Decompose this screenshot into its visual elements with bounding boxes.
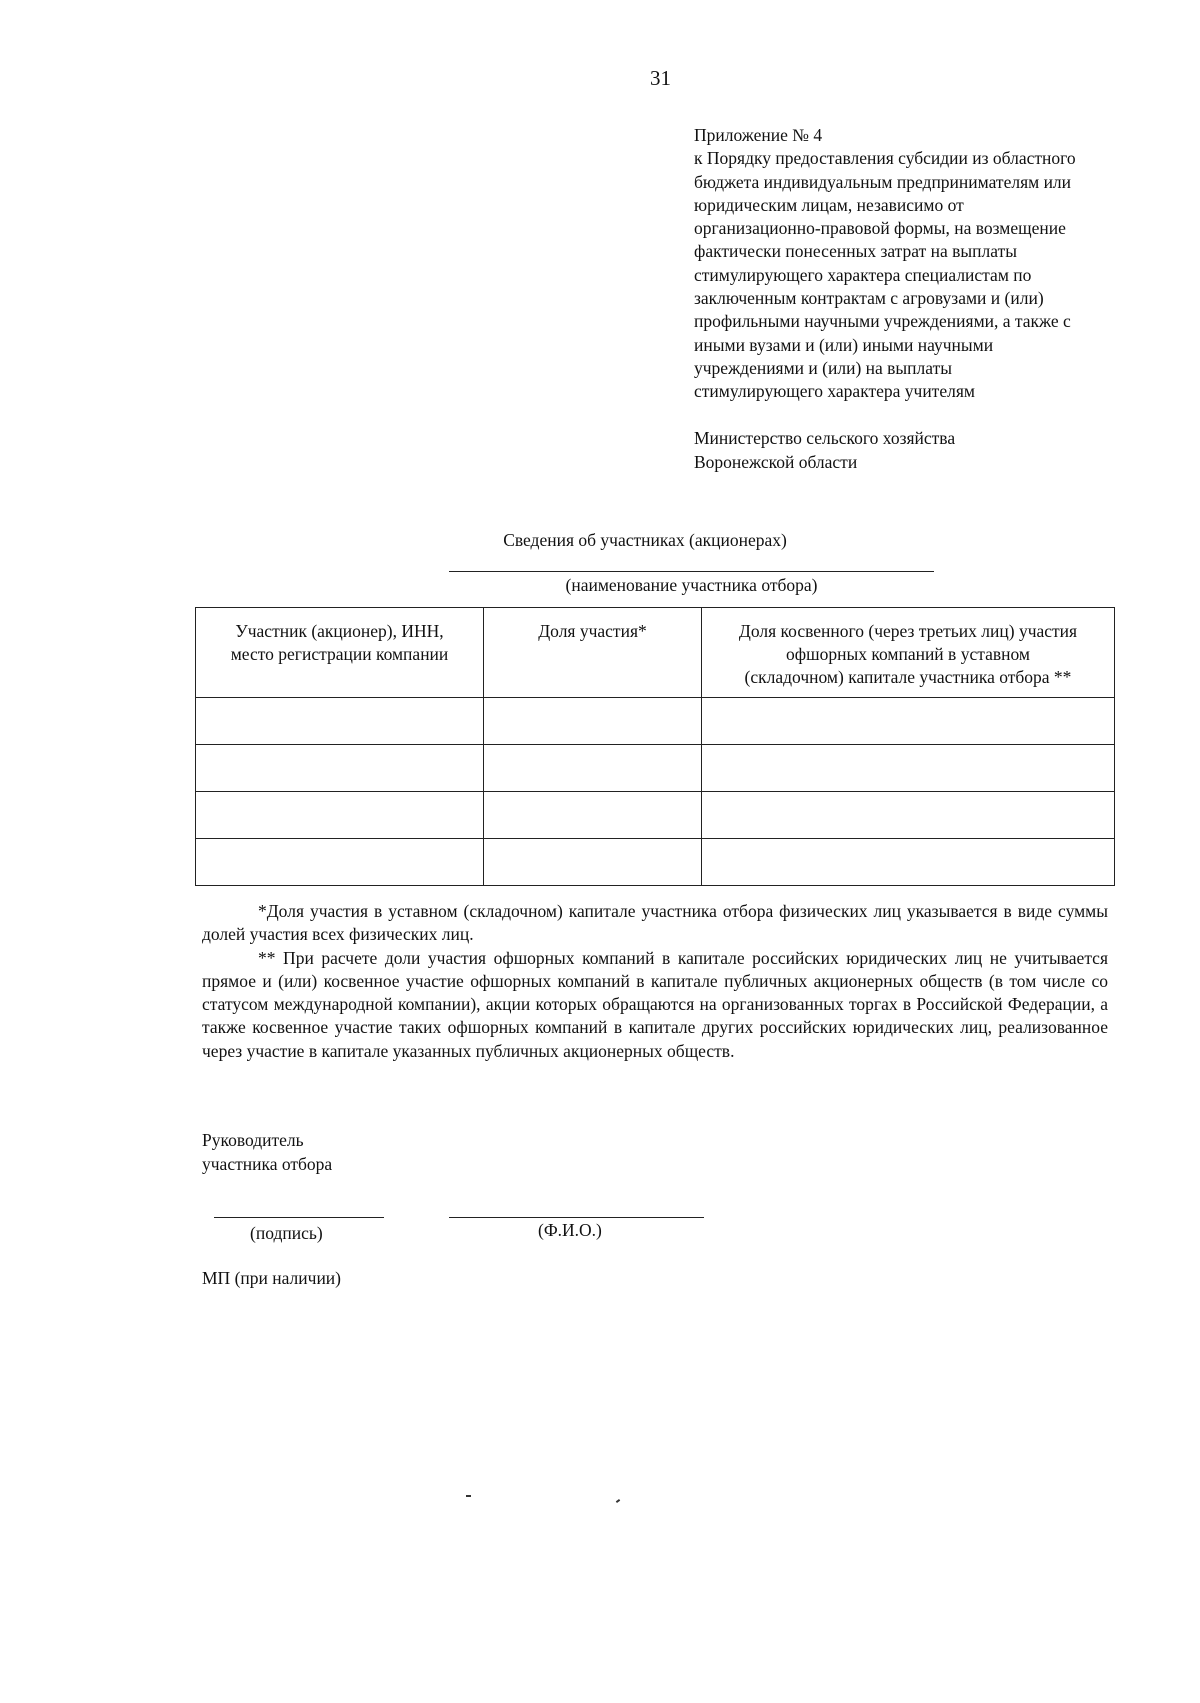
footnotes bbox=[202, 900, 1108, 1063]
table-cell bbox=[702, 698, 1115, 745]
header-line: место регистрации компании bbox=[230, 644, 449, 664]
signatory-label bbox=[202, 1128, 332, 1176]
footnote-individuals: *Доля участия в уставном (складочном) капитале участника отбора физических лиц указывается в виде суммы долей участия всех физических лиц. bbox=[202, 901, 1108, 945]
scan-speck bbox=[616, 1499, 620, 1503]
participant-name-caption: (наименование участника отбора) bbox=[565, 575, 818, 595]
header-share bbox=[484, 608, 702, 698]
appendix-line: заключенным контрактам с агровузами и (или) bbox=[694, 288, 1044, 309]
participant-name-line bbox=[449, 571, 934, 572]
participants-table bbox=[195, 607, 1115, 886]
signatory-line: Руководитель bbox=[202, 1130, 304, 1150]
appendix-line: организационно-правовой формы, на возмещение bbox=[694, 218, 1066, 239]
signature-line bbox=[214, 1217, 384, 1218]
header-participant bbox=[196, 608, 484, 698]
table-header-row bbox=[196, 608, 1115, 698]
appendix-line: иными вузами и (или) иными научными bbox=[694, 334, 994, 355]
table-row bbox=[196, 839, 1115, 886]
appendix-line: к Порядку предоставления субсидии из областного bbox=[694, 148, 1076, 169]
appendix-line: фактически понесенных затрат на выплаты bbox=[694, 241, 1017, 262]
header-line: (складочном) капитале участника отбора ** bbox=[744, 667, 1072, 687]
header-line: Участник (акционер), ИНН, bbox=[235, 621, 444, 641]
appendix-line: юридическим лицам, независимо от bbox=[694, 194, 964, 215]
header-line: офшорных компаний в уставном bbox=[786, 644, 1030, 664]
document-title: Сведения об участниках (акционерах) bbox=[503, 530, 787, 550]
appendix-line: профильными научными учреждениями, а также с bbox=[694, 311, 1071, 332]
table-cell bbox=[484, 839, 702, 886]
table-cell bbox=[484, 698, 702, 745]
table-row bbox=[196, 745, 1115, 792]
table-cell bbox=[196, 839, 484, 886]
footnote-offshore: ** При расчете доли участия офшорных компаний в капитале российских юридических лиц не учитывается прямое и (или) косвенное участие офшорных компаний в капитале публичных акционерных обществ (в том числе со статусом международной компании), акции которых обращаются на организованных торгах в Российской Федерации, а также косвенное участие таких офшорных компаний в капитале других российских юридических лиц, реализованное через участие в капитале указанных публичных акционерных обществ. bbox=[202, 947, 1108, 1061]
table-cell bbox=[702, 792, 1115, 839]
addressee-line: Министерство сельского хозяйства bbox=[694, 428, 956, 448]
page-number: 31 bbox=[650, 66, 671, 90]
signatory-line: участника отбора bbox=[202, 1154, 333, 1174]
table-row bbox=[196, 698, 1115, 745]
addressee-line: Воронежской области bbox=[694, 451, 858, 472]
table-cell bbox=[484, 792, 702, 839]
table-cell bbox=[196, 745, 484, 792]
header-offshore-share bbox=[702, 608, 1115, 698]
appendix-line: стимулирующего характера учителям bbox=[694, 381, 975, 402]
table-cell bbox=[702, 839, 1115, 886]
table-row bbox=[196, 792, 1115, 839]
appendix-line: бюджета индивидуальным предпринимателям или bbox=[694, 171, 1072, 192]
table-cell bbox=[196, 792, 484, 839]
stamp-label: МП (при наличии) bbox=[202, 1268, 342, 1288]
signature-caption: (подпись) bbox=[250, 1223, 323, 1243]
addressee-block bbox=[694, 427, 955, 474]
table-cell bbox=[484, 745, 702, 792]
fio-caption: (Ф.И.О.) bbox=[538, 1220, 602, 1240]
header-line: Доля участия* bbox=[538, 621, 647, 641]
scan-speck bbox=[466, 1495, 471, 1497]
fio-line bbox=[449, 1217, 704, 1218]
appendix-line: Приложение № 4 bbox=[694, 125, 823, 145]
appendix-line: стимулирующего характера специалистам по bbox=[694, 264, 1032, 285]
table-cell bbox=[702, 745, 1115, 792]
appendix-line: учреждениями и (или) на выплаты bbox=[694, 357, 953, 378]
table-cell bbox=[196, 698, 484, 745]
appendix-header bbox=[694, 124, 1164, 404]
header-line: Доля косвенного (через третьих лиц) участия bbox=[738, 621, 1078, 641]
